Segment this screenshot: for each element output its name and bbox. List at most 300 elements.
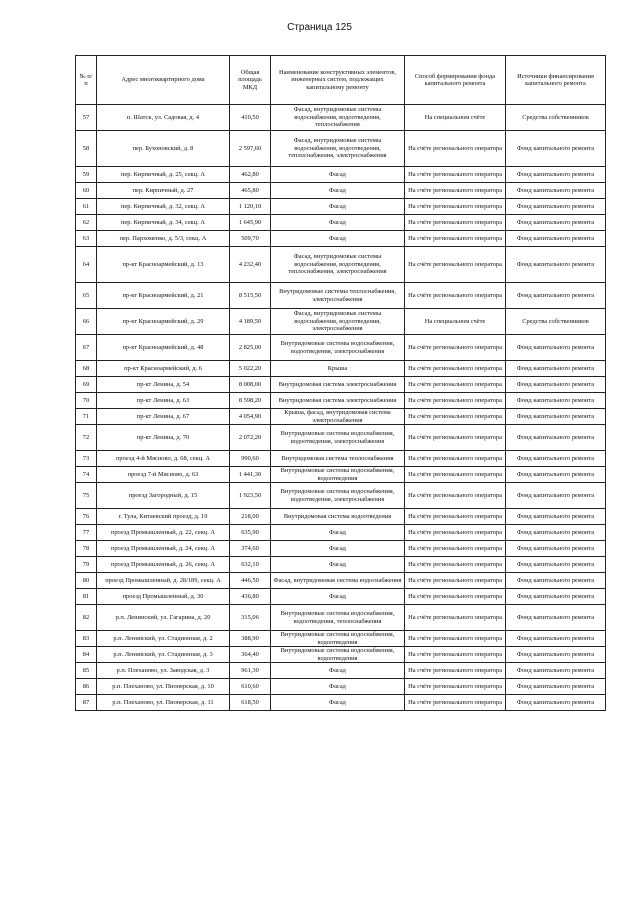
source-cell-text: Средства собственников (522, 113, 589, 121)
row-number-text: 63 (82, 234, 90, 242)
table-row (76, 247, 606, 283)
row-number-text: 61 (82, 202, 90, 210)
works-cell-text: Фасад (329, 698, 346, 706)
method-cell-text: На счёте регионального оператора (408, 698, 502, 706)
works-cell-text: Фасад, внутридомовые системы водоснабжения, водоотведения, теплоснабжения, электроснабжения (288, 253, 387, 276)
column-header-source: Источники финансирования капитального ремонта (506, 56, 606, 105)
source-cell (506, 105, 606, 131)
address-cell (97, 199, 230, 215)
works-cell (271, 409, 405, 425)
row-number-text: 76 (82, 512, 90, 520)
area-cell (230, 631, 271, 647)
table-row (76, 663, 606, 679)
address-cell-text: пр-кт Красноармейский, д. 29 (122, 317, 204, 325)
address-cell-text: р.п. Ленинский, ул. Гагарина, д. 20 (115, 613, 211, 621)
table-row (76, 231, 606, 247)
row-number (76, 483, 97, 509)
source-cell (506, 605, 606, 631)
row-number (76, 557, 97, 573)
row-number-text: 71 (82, 412, 90, 420)
area-cell-text: 374,60 (241, 544, 259, 552)
row-number (76, 509, 97, 525)
row-number-text: 57 (82, 113, 90, 121)
works-cell-text: Внутридомовая система электроснабжения (278, 380, 397, 388)
address-cell (97, 483, 230, 509)
area-cell-text: 5 022,20 (238, 364, 262, 372)
method-cell (405, 647, 506, 663)
method-cell (405, 605, 506, 631)
address-cell (97, 409, 230, 425)
address-cell-text: пер. Кирпичный, д. 32, секц. А (120, 202, 206, 210)
area-cell-text: 632,10 (241, 560, 259, 568)
area-cell-text: 1 120,10 (238, 202, 262, 210)
address-cell-text: пр-кт Красноармейский, д. 21 (122, 291, 204, 299)
works-cell (271, 509, 405, 525)
area-cell (230, 483, 271, 509)
works-cell-text: Фасад, внутридомовые системы водоснабжения, водоотведения, теплоснабжения, электроснабжения (288, 137, 387, 160)
method-cell (405, 631, 506, 647)
row-number-text: 65 (82, 291, 90, 299)
source-cell (506, 361, 606, 377)
area-cell-text: 436,80 (241, 592, 259, 600)
method-cell (405, 167, 506, 183)
source-cell-text: Фонд капитального ремонта (516, 343, 595, 351)
works-cell (271, 525, 405, 541)
address-cell (97, 393, 230, 409)
table-row (76, 679, 606, 695)
method-cell (405, 663, 506, 679)
method-cell-text: На счёте регионального оператора (408, 364, 502, 372)
row-number-text: 58 (82, 144, 90, 152)
area-cell-text: 610,60 (241, 682, 259, 690)
works-cell-text: Фасад (329, 666, 346, 674)
source-cell-text: Фонд капитального ремонта (516, 576, 595, 584)
area-cell-text: 1 923,50 (238, 491, 262, 499)
row-number (76, 361, 97, 377)
area-cell-text: 465,80 (241, 186, 259, 194)
source-cell-text: Фонд капитального ремонта (516, 491, 595, 499)
works-cell (271, 425, 405, 451)
table-row (76, 335, 606, 361)
source-cell-text: Фонд капитального ремонта (516, 666, 595, 674)
works-cell-text: Внутридомовые системы водоснабжения, водоотведения, теплоснабжения (280, 610, 395, 625)
area-cell-text: 509,70 (241, 234, 259, 242)
works-cell (271, 183, 405, 199)
area-cell (230, 247, 271, 283)
table-body (76, 105, 606, 711)
area-cell-text: 364,40 (241, 650, 259, 658)
table-row (76, 377, 606, 393)
works-cell (271, 573, 405, 589)
row-number-text: 81 (82, 592, 90, 600)
source-cell (506, 393, 606, 409)
table-row (76, 131, 606, 167)
source-cell-text: Фонд капитального ремонта (516, 634, 595, 642)
works-cell (271, 467, 405, 483)
row-number-text: 74 (82, 470, 90, 478)
row-number-text: 59 (82, 170, 90, 178)
area-cell-text: 388,90 (241, 634, 259, 642)
address-cell (97, 377, 230, 393)
address-cell-text: пр-кт Ленина, д. 63 (136, 396, 190, 404)
source-cell (506, 183, 606, 199)
address-cell (97, 105, 230, 131)
address-cell (97, 695, 230, 711)
row-number-text: 83 (82, 634, 90, 642)
row-number (76, 377, 97, 393)
header-row (76, 56, 606, 105)
works-cell-text: Фасад (329, 544, 346, 552)
works-cell-text: Внутридомовые системы водоснабжения, водоотведения, электроснабжения (280, 340, 395, 355)
source-cell (506, 215, 606, 231)
method-cell (405, 283, 506, 309)
row-number-text: 69 (82, 380, 90, 388)
source-cell-text: Фонд капитального ремонта (516, 291, 595, 299)
source-cell (506, 589, 606, 605)
address-cell (97, 451, 230, 467)
works-cell-text: Фасад (329, 202, 346, 210)
address-cell (97, 509, 230, 525)
source-cell (506, 231, 606, 247)
table-row (76, 183, 606, 199)
area-cell (230, 605, 271, 631)
column-header-address: Адрес многоквартирного дома (97, 56, 230, 105)
method-cell (405, 589, 506, 605)
area-cell-text: 4 189,50 (238, 317, 262, 325)
area-cell-text: 315,06 (241, 613, 259, 621)
table-row (76, 393, 606, 409)
row-number-text: 70 (82, 396, 90, 404)
row-number (76, 425, 97, 451)
works-cell (271, 589, 405, 605)
address-cell-text: пр-кт Ленина, д. 70 (136, 433, 190, 441)
source-cell (506, 199, 606, 215)
address-cell (97, 167, 230, 183)
column-header-works: Наименование конструктивных элементов, инженерных систем, подлежащих капитальному ремонту (271, 56, 405, 105)
source-cell-text: Фонд капитального ремонта (516, 144, 595, 152)
area-cell (230, 663, 271, 679)
area-cell-text: 1 441,30 (238, 470, 262, 478)
source-cell (506, 451, 606, 467)
works-cell (271, 105, 405, 131)
works-cell (271, 695, 405, 711)
address-cell (97, 361, 230, 377)
works-cell (271, 231, 405, 247)
source-cell (506, 525, 606, 541)
method-cell-text: На счёте регионального оператора (408, 380, 502, 388)
method-cell-text: На специальном счёте (424, 317, 486, 325)
row-number (76, 605, 97, 631)
source-cell-text: Фонд капитального ремонта (516, 592, 595, 600)
row-number (76, 199, 97, 215)
area-cell (230, 679, 271, 695)
works-cell-text: Внутридомовые системы теплоснабжения, электроснабжения (279, 288, 396, 303)
table-row (76, 647, 606, 663)
source-cell-text: Фонд капитального ремонта (516, 454, 595, 462)
method-cell (405, 425, 506, 451)
method-cell-text: На счёте регионального оператора (408, 528, 502, 536)
row-number (76, 393, 97, 409)
works-cell-text: Внутридомовые системы водоснабжения, водоотведения, электроснабжения (280, 488, 395, 503)
method-cell (405, 483, 506, 509)
row-number (76, 283, 97, 309)
source-cell (506, 695, 606, 711)
source-cell-text: Фонд капитального ремонта (516, 234, 595, 242)
method-cell (405, 509, 506, 525)
row-number (76, 647, 97, 663)
works-cell (271, 167, 405, 183)
address-cell (97, 335, 230, 361)
table-row (76, 541, 606, 557)
area-cell (230, 541, 271, 557)
source-cell (506, 247, 606, 283)
row-number (76, 231, 97, 247)
method-cell-text: На счёте регионального оператора (408, 560, 502, 568)
method-cell (405, 377, 506, 393)
area-cell (230, 573, 271, 589)
area-cell (230, 425, 271, 451)
area-cell (230, 199, 271, 215)
source-cell (506, 309, 606, 335)
address-cell (97, 467, 230, 483)
method-cell (405, 573, 506, 589)
method-cell-text: На счёте регионального оператора (408, 650, 502, 658)
row-number-text: 75 (82, 491, 90, 499)
works-cell (271, 451, 405, 467)
table-row (76, 167, 606, 183)
source-cell-text: Фонд капитального ремонта (516, 698, 595, 706)
row-number-text: 77 (82, 528, 90, 536)
area-cell (230, 105, 271, 131)
address-cell (97, 663, 230, 679)
table-row (76, 105, 606, 131)
address-cell (97, 573, 230, 589)
works-cell-text: Внутридомовая система электроснабжения (278, 396, 397, 404)
method-cell-text: На счёте регионального оператора (408, 592, 502, 600)
method-cell (405, 695, 506, 711)
area-cell (230, 557, 271, 573)
row-number (76, 451, 97, 467)
row-number-text: 64 (82, 260, 90, 268)
row-number-text: 62 (82, 218, 90, 226)
works-cell-text: Внутридомовая система водоотведения (283, 512, 392, 520)
row-number (76, 335, 97, 361)
source-cell-text: Фонд капитального ремонта (516, 560, 595, 568)
method-cell-text: На счёте регионального оператора (408, 491, 502, 499)
row-number (76, 183, 97, 199)
address-cell-text: пер. Бухоновский, д. 8 (132, 144, 194, 152)
column-header-area: Общая площадь МКД (230, 56, 271, 105)
address-cell-text: проезд Промышленный, д. 30 (122, 592, 204, 600)
method-cell-text: На счёте регионального оператора (408, 512, 502, 520)
source-cell (506, 679, 606, 695)
method-cell-text: На счёте регионального оператора (408, 412, 502, 420)
table-row (76, 309, 606, 335)
address-cell-text: пр-кт Красноармейский, д. 48 (122, 343, 204, 351)
address-cell-text: проезд Загородный, д. 15 (128, 491, 198, 499)
row-number-text: 66 (82, 317, 90, 325)
source-cell-text: Фонд капитального ремонта (516, 202, 595, 210)
address-cell-text: пер. Пархоменко, д. 5/3, секц. А (119, 234, 207, 242)
works-cell-text: Фасад (329, 592, 346, 600)
area-cell (230, 167, 271, 183)
source-cell (506, 467, 606, 483)
source-cell (506, 167, 606, 183)
source-cell (506, 283, 606, 309)
works-cell (271, 199, 405, 215)
area-cell (230, 361, 271, 377)
row-number-text: 60 (82, 186, 90, 194)
method-cell-text: На счёте регионального оператора (408, 260, 502, 268)
row-number-text: 86 (82, 682, 90, 690)
area-cell-text: 462,80 (241, 170, 259, 178)
method-cell-text: На счёте регионального оператора (408, 576, 502, 584)
table-row (76, 425, 606, 451)
row-number-text: 85 (82, 666, 90, 674)
method-cell (405, 131, 506, 167)
area-cell (230, 335, 271, 361)
address-cell (97, 541, 230, 557)
area-cell-text: 2 072,20 (238, 433, 262, 441)
source-cell-text: Фонд капитального ремонта (516, 470, 595, 478)
works-cell-text: Крыша (327, 364, 348, 372)
row-number (76, 695, 97, 711)
source-cell-text: Фонд капитального ремонта (516, 186, 595, 194)
works-cell (271, 361, 405, 377)
works-cell-text: Внутридомовые системы водоснабжения, водоотведения (280, 467, 395, 482)
row-number-text: 79 (82, 560, 90, 568)
area-cell (230, 377, 271, 393)
address-cell-text: проезд 4-й Мясново, д. 68, секц. А (116, 454, 210, 462)
source-cell (506, 647, 606, 663)
address-cell-text: п. Шатск, ул. Садовая, д. 4 (126, 113, 200, 121)
works-cell (271, 679, 405, 695)
address-cell (97, 215, 230, 231)
column-header-method: Способ формирования фонда капитального ремонта (405, 56, 506, 105)
works-cell-text: Фасад, внутридомовая система водоснабжения (273, 576, 402, 584)
row-number (76, 525, 97, 541)
works-cell (271, 663, 405, 679)
works-cell (271, 377, 405, 393)
address-cell (97, 589, 230, 605)
area-cell-text: 618,50 (241, 698, 259, 706)
area-cell (230, 215, 271, 231)
row-number (76, 247, 97, 283)
method-cell-text: На счёте регионального оператора (408, 234, 502, 242)
method-cell (405, 451, 506, 467)
method-cell-text: На счёте регионального оператора (408, 218, 502, 226)
address-cell-text: пр-кт Красноармейский, д. 13 (122, 260, 204, 268)
address-cell (97, 425, 230, 451)
area-cell-text: 635,90 (241, 528, 259, 536)
table-row (76, 525, 606, 541)
works-cell (271, 335, 405, 361)
row-number (76, 167, 97, 183)
works-cell (271, 605, 405, 631)
table-row (76, 361, 606, 377)
address-cell-text: пр-кт Ленина, д. 67 (136, 412, 190, 420)
method-cell-text: На счёте регионального оператора (408, 544, 502, 552)
address-cell (97, 247, 230, 283)
works-cell-text: Фасад (329, 560, 346, 568)
address-cell (97, 605, 230, 631)
works-cell-text: Внутридомовые системы водоснабжения, водоотведения (280, 631, 395, 646)
works-cell (271, 309, 405, 335)
table-row (76, 631, 606, 647)
works-cell-text: Внутридомовая система теплоснабжения (281, 454, 394, 462)
method-cell (405, 679, 506, 695)
table-row (76, 589, 606, 605)
method-cell (405, 309, 506, 335)
method-cell-text: На счёте регионального оператора (408, 291, 502, 299)
row-number-text: 78 (82, 544, 90, 552)
source-cell-text: Фонд капитального ремонта (516, 170, 595, 178)
works-cell-text: Фасад (329, 682, 346, 690)
row-number (76, 663, 97, 679)
method-cell (405, 183, 506, 199)
source-cell-text: Фонд капитального ремонта (516, 396, 595, 404)
table-row (76, 483, 606, 509)
source-cell-text: Средства собственников (522, 317, 589, 325)
address-cell-text: пр-кт Ленина, д. 54 (136, 380, 190, 388)
address-cell (97, 647, 230, 663)
method-cell-text: На счёте регионального оператора (408, 470, 502, 478)
works-cell (271, 215, 405, 231)
source-cell (506, 509, 606, 525)
works-cell (271, 283, 405, 309)
table-row (76, 557, 606, 573)
source-cell-text: Фонд капитального ремонта (516, 613, 595, 621)
address-cell (97, 679, 230, 695)
row-number (76, 409, 97, 425)
method-cell-text: На счёте регионального оператора (408, 396, 502, 404)
address-cell (97, 283, 230, 309)
address-cell-text: пер. Кирпичный, д. 27 (132, 186, 194, 194)
area-cell (230, 451, 271, 467)
area-cell-text: 4 232,40 (238, 260, 262, 268)
method-cell (405, 361, 506, 377)
table-row (76, 509, 606, 525)
area-cell (230, 467, 271, 483)
method-cell-text: На счёте регионального оператора (408, 170, 502, 178)
source-cell (506, 663, 606, 679)
area-cell-text: 961,30 (241, 666, 259, 674)
source-cell-text: Фонд капитального ремонта (516, 682, 595, 690)
source-cell (506, 541, 606, 557)
source-cell-text: Фонд капитального ремонта (516, 364, 595, 372)
method-cell-text: На счёте регионального оператора (408, 613, 502, 621)
area-cell-text: 4 054,90 (238, 412, 262, 420)
source-cell-text: Фонд капитального ремонта (516, 433, 595, 441)
source-cell-text: Фонд капитального ремонта (516, 412, 595, 420)
works-cell-text: Фасад (329, 234, 346, 242)
address-cell-text: проезд Промышленный, д. 26, секц. А (110, 560, 216, 568)
address-cell-text: пр-кт Красноармейский, д. 6 (124, 364, 202, 372)
address-cell (97, 631, 230, 647)
address-cell-text: р.п. Плеханово, ул. Пионерская, д. 10 (112, 682, 214, 690)
address-cell-text: проезд Промышленный, д. 22, секц. А (110, 528, 216, 536)
row-number (76, 679, 97, 695)
works-cell-text: Крыша, фасад, внутридомовая система электроснабжения (284, 409, 391, 424)
works-cell-text: Внутридомовые системы водоснабжения, водоотведения (280, 647, 395, 662)
method-cell-text: На специальном счёте (424, 113, 486, 121)
table-row (76, 409, 606, 425)
row-number (76, 573, 97, 589)
method-cell (405, 215, 506, 231)
works-cell (271, 541, 405, 557)
row-number-text: 82 (82, 613, 90, 621)
area-cell (230, 647, 271, 663)
